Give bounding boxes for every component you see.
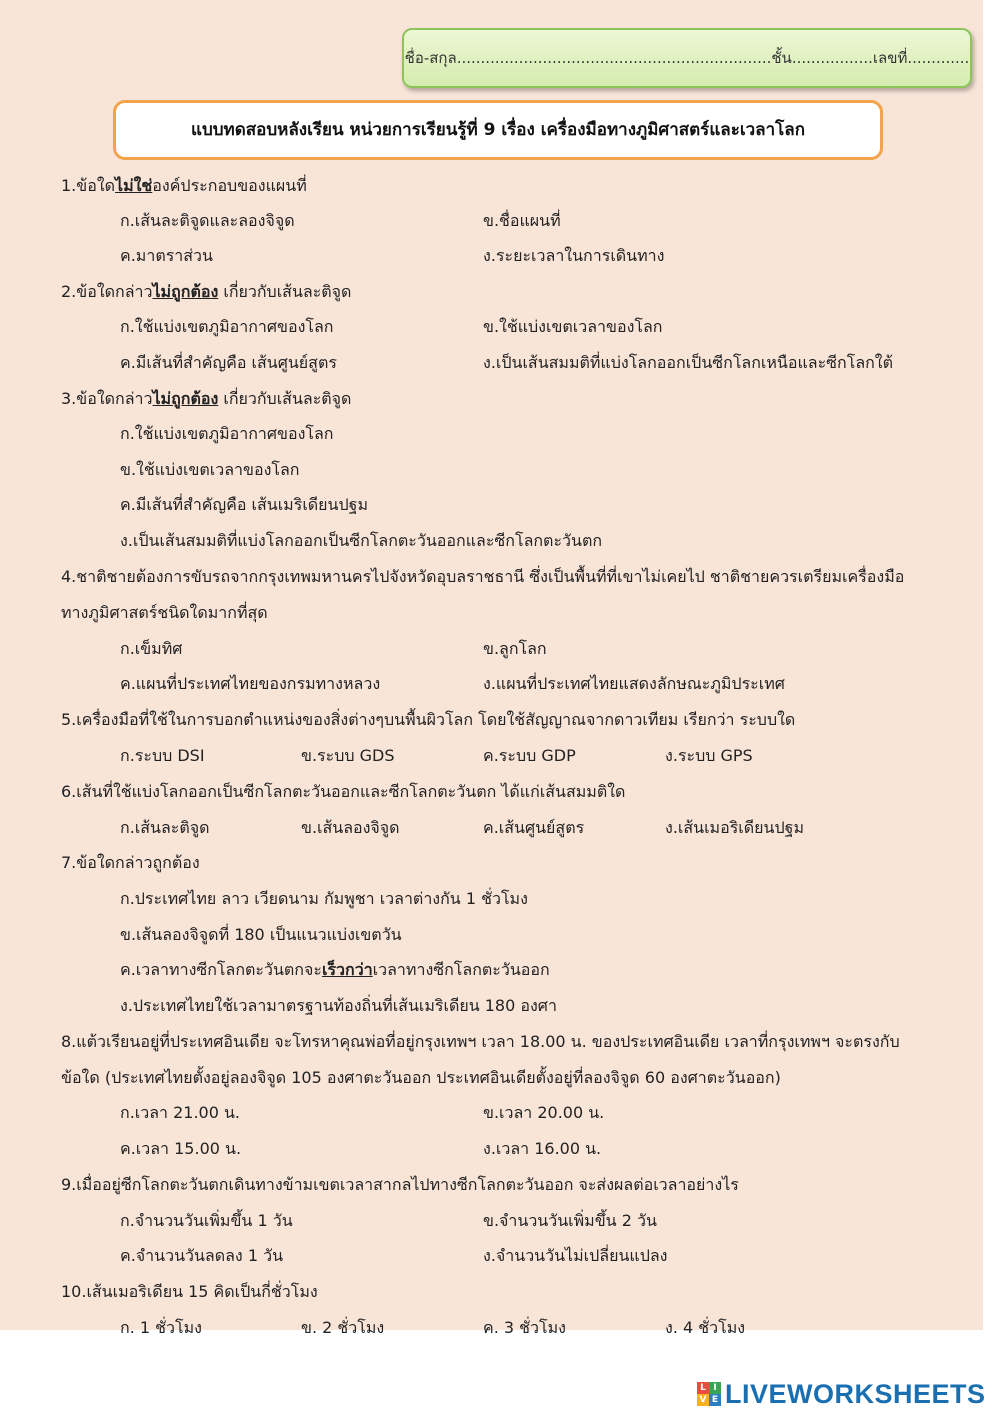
question-3-text: 3.ข้อใดกล่าว (61, 389, 153, 408)
q4-option-c[interactable]: ค.แผนที่ประเทศไทยของกรมทางหลวง (120, 674, 381, 693)
q5-option-a[interactable]: ก.ระบบ DSI (120, 746, 205, 765)
student-info-text: ชื่อ-สกุล..................................................................ชั้น.................เลขที่............. (404, 49, 970, 67)
q5-option-d[interactable]: ง.ระบบ GPS (665, 746, 753, 765)
question-2-text: 2.ข้อใดกล่าว (61, 282, 153, 301)
q3-option-a[interactable]: ก.ใช้แบ่งเขตภูมิอากาศของโลก (120, 424, 334, 443)
q7-option-c-text-end: เวลาทางซีกโลกตะวันออก (372, 960, 550, 979)
question-4-line-2: ทางภูมิศาสตร์ชนิดใดมากที่สุด (61, 603, 268, 622)
q1-option-c[interactable]: ค.มาตราส่วน (120, 246, 213, 265)
question-2 (61, 281, 351, 303)
q7-option-b[interactable]: ข.เส้นลองจิจูดที่ 180 เป็นแนวแบ่งเขตวัน (120, 925, 402, 944)
question-10: 10.เส้นเมอริเดียน 15 คิดเป็นกี่ชั่วโมง (61, 1282, 318, 1301)
q8-option-d[interactable]: ง.เวลา 16.00 น. (483, 1139, 602, 1158)
q10-option-d[interactable]: ง. 4 ชั่วโมง (665, 1318, 746, 1337)
question-9: 9.เมื่ออยู่ซีกโลกตะวันตกเดินทางข้ามเขตเวลาสากลไปทางซีกโลกตะวันออก จะส่งผลต่อเวลาอย่างไร (61, 1175, 739, 1194)
q2-option-c[interactable]: ค.มีเส้นที่สำคัญคือ เส้นศูนย์สูตร (120, 353, 337, 372)
q8-option-b[interactable]: ข.เวลา 20.00 น. (483, 1103, 605, 1122)
logo-mark-l: L (697, 1382, 709, 1394)
logo-mark-v: V (697, 1394, 709, 1406)
q7-option-c-emphasis: เร็วกว่า (321, 960, 373, 979)
q9-option-c[interactable]: ค.จำนวนวันลดลง 1 วัน (120, 1246, 284, 1265)
question-4-line-1: 4.ชาติชายต้องการขับรถจากกรุงเทพมหานครไปจังหวัดอุบลราชธานี ซึ่งเป็นพื้นที่ที่เขาไม่เคยไป ชาติชายควรเตรียมเครื่องมือ (61, 567, 905, 586)
q2-option-a[interactable]: ก.ใช้แบ่งเขตภูมิอากาศของโลก (120, 317, 334, 336)
q5-option-c[interactable]: ค.ระบบ GDP (483, 746, 576, 765)
question-1-text: 1.ข้อใด (61, 176, 116, 195)
student-info-box (402, 28, 972, 88)
q6-option-c[interactable]: ค.เส้นศูนย์สูตร (483, 818, 585, 837)
question-3-text-end: เกี่ยวกับเส้นละติจูด (218, 389, 352, 408)
q9-option-b[interactable]: ข.จำนวนวันเพิ่มขึ้น 2 วัน (483, 1211, 657, 1230)
q7-option-a[interactable]: ก.ประเทศไทย ลาว เวียดนาม กัมพูชา เวลาต่างกัน 1 ชั่วโมง (120, 889, 528, 908)
question-8-line-1: 8.แต้วเรียนอยู่ที่ประเทศอินเดีย จะโทรหาคุณพ่อที่อยู่กรุงเทพฯ เวลา 18.00 น. ของประเทศอินเดีย เวลาที่กรุงเทพฯ จะตรงกับ (61, 1032, 900, 1051)
logo-mark-i: I (709, 1382, 721, 1394)
q4-option-d[interactable]: ง.แผนที่ประเทศไทยแสดงลักษณะภูมิประเทศ (483, 674, 785, 693)
logo-mark-e: E (709, 1394, 721, 1406)
question-5: 5.เครื่องมือที่ใช้ในการบอกตำแหน่งของสิ่งต่างๆบนพื้นผิวโลก โดยใช้สัญญาณจากดาวเทียม เรียกว่า ระบบใด (61, 710, 796, 729)
q3-option-b[interactable]: ข.ใช้แบ่งเขตเวลาของโลก (120, 460, 300, 479)
q4-option-a[interactable]: ก.เข็มทิศ (120, 639, 183, 658)
q2-option-b[interactable]: ข.ใช้แบ่งเขตเวลาของโลก (483, 317, 663, 336)
q10-option-c[interactable]: ค. 3 ชั่วโมง (483, 1318, 566, 1337)
question-3 (61, 388, 351, 410)
q1-option-a[interactable]: ก.เส้นละติจูดและลองจิจูด (120, 211, 295, 230)
liveworksheets-logo-icon (697, 1382, 721, 1406)
liveworksheets-logo-text: LIVEWORKSHEETS (725, 1378, 986, 1409)
q6-option-b[interactable]: ข.เส้นลองจิจูด (301, 818, 400, 837)
q7-option-c-text: ค.เวลาทางซีกโลกตะวันตกจะ (120, 960, 322, 979)
q9-option-a[interactable]: ก.จำนวนวันเพิ่มขึ้น 1 วัน (120, 1211, 293, 1230)
question-1 (61, 175, 307, 197)
q10-option-b[interactable]: ข. 2 ชั่วโมง (301, 1318, 385, 1337)
q8-option-c[interactable]: ค.เวลา 15.00 น. (120, 1139, 242, 1158)
q4-option-b[interactable]: ข.ลูกโลก (483, 639, 547, 658)
q6-option-a[interactable]: ก.เส้นละติจูด (120, 818, 210, 837)
q3-option-c[interactable]: ค.มีเส้นที่สำคัญคือ เส้นเมริเดียนปฐม (120, 495, 369, 514)
q10-option-a[interactable]: ก. 1 ชั่วโมง (120, 1318, 202, 1337)
question-6: 6.เส้นที่ใช้แบ่งโลกออกเป็นซีกโลกตะวันออกและซีกโลกตะวันตก ได้แก่เส้นสมมติใด (61, 782, 626, 801)
q1-option-b[interactable]: ข.ชื่อแผนที่ (483, 211, 561, 230)
q7-option-c[interactable] (120, 959, 550, 981)
worksheet-title-box (113, 100, 883, 160)
q5-option-b[interactable]: ข.ระบบ GDS (301, 746, 395, 765)
question-8-line-2: ข้อใด (ประเทศไทยตั้งอยู่ลองจิจูด 105 องศาตะวันออก ประเทศอินเดียตั้งอยู่ที่ลองจิจูด 60 องศาตะวันออก) (61, 1068, 781, 1087)
q8-option-a[interactable]: ก.เวลา 21.00 น. (120, 1103, 241, 1122)
question-3-emphasis: ไม่ถูกต้อง (152, 389, 219, 408)
q7-option-d[interactable]: ง.ประเทศไทยใช้เวลามาตรฐานท้องถิ่นที่เส้นเมริเดียน 180 องศา (120, 996, 557, 1015)
worksheet-title: แบบทดสอบหลังเรียน หน่วยการเรียนรู้ที่ 9 เรื่อง เครื่องมือทางภูมิศาสตร์และเวลาโลก (191, 120, 805, 140)
liveworksheets-logo[interactable] (697, 1377, 986, 1411)
question-7: 7.ข้อใดกล่าวถูกต้อง (61, 853, 200, 872)
q3-option-d[interactable]: ง.เป็นเส้นสมมติที่แบ่งโลกออกเป็นซีกโลกตะวันออกและซีกโลกตะวันตก (120, 531, 603, 550)
question-2-text-end: เกี่ยวกับเส้นละติจูด (218, 282, 352, 301)
question-2-emphasis: ไม่ถูกต้อง (152, 282, 219, 301)
q6-option-d[interactable]: ง.เส้นเมอริเดียนปฐม (665, 818, 804, 837)
question-1-emphasis: ไม่ใช่ (115, 176, 153, 195)
q1-option-d[interactable]: ง.ระยะเวลาในการเดินทาง (483, 246, 665, 265)
q2-option-d[interactable]: ง.เป็นเส้นสมมติที่แบ่งโลกออกเป็นซีกโลกเหนือและซีกโลกใต้ (483, 353, 894, 372)
question-1-text-end: องค์ประกอบของแผนที่ (152, 176, 307, 195)
q9-option-d[interactable]: ง.จำนวนวันไม่เปลี่ยนแปลง (483, 1246, 668, 1265)
